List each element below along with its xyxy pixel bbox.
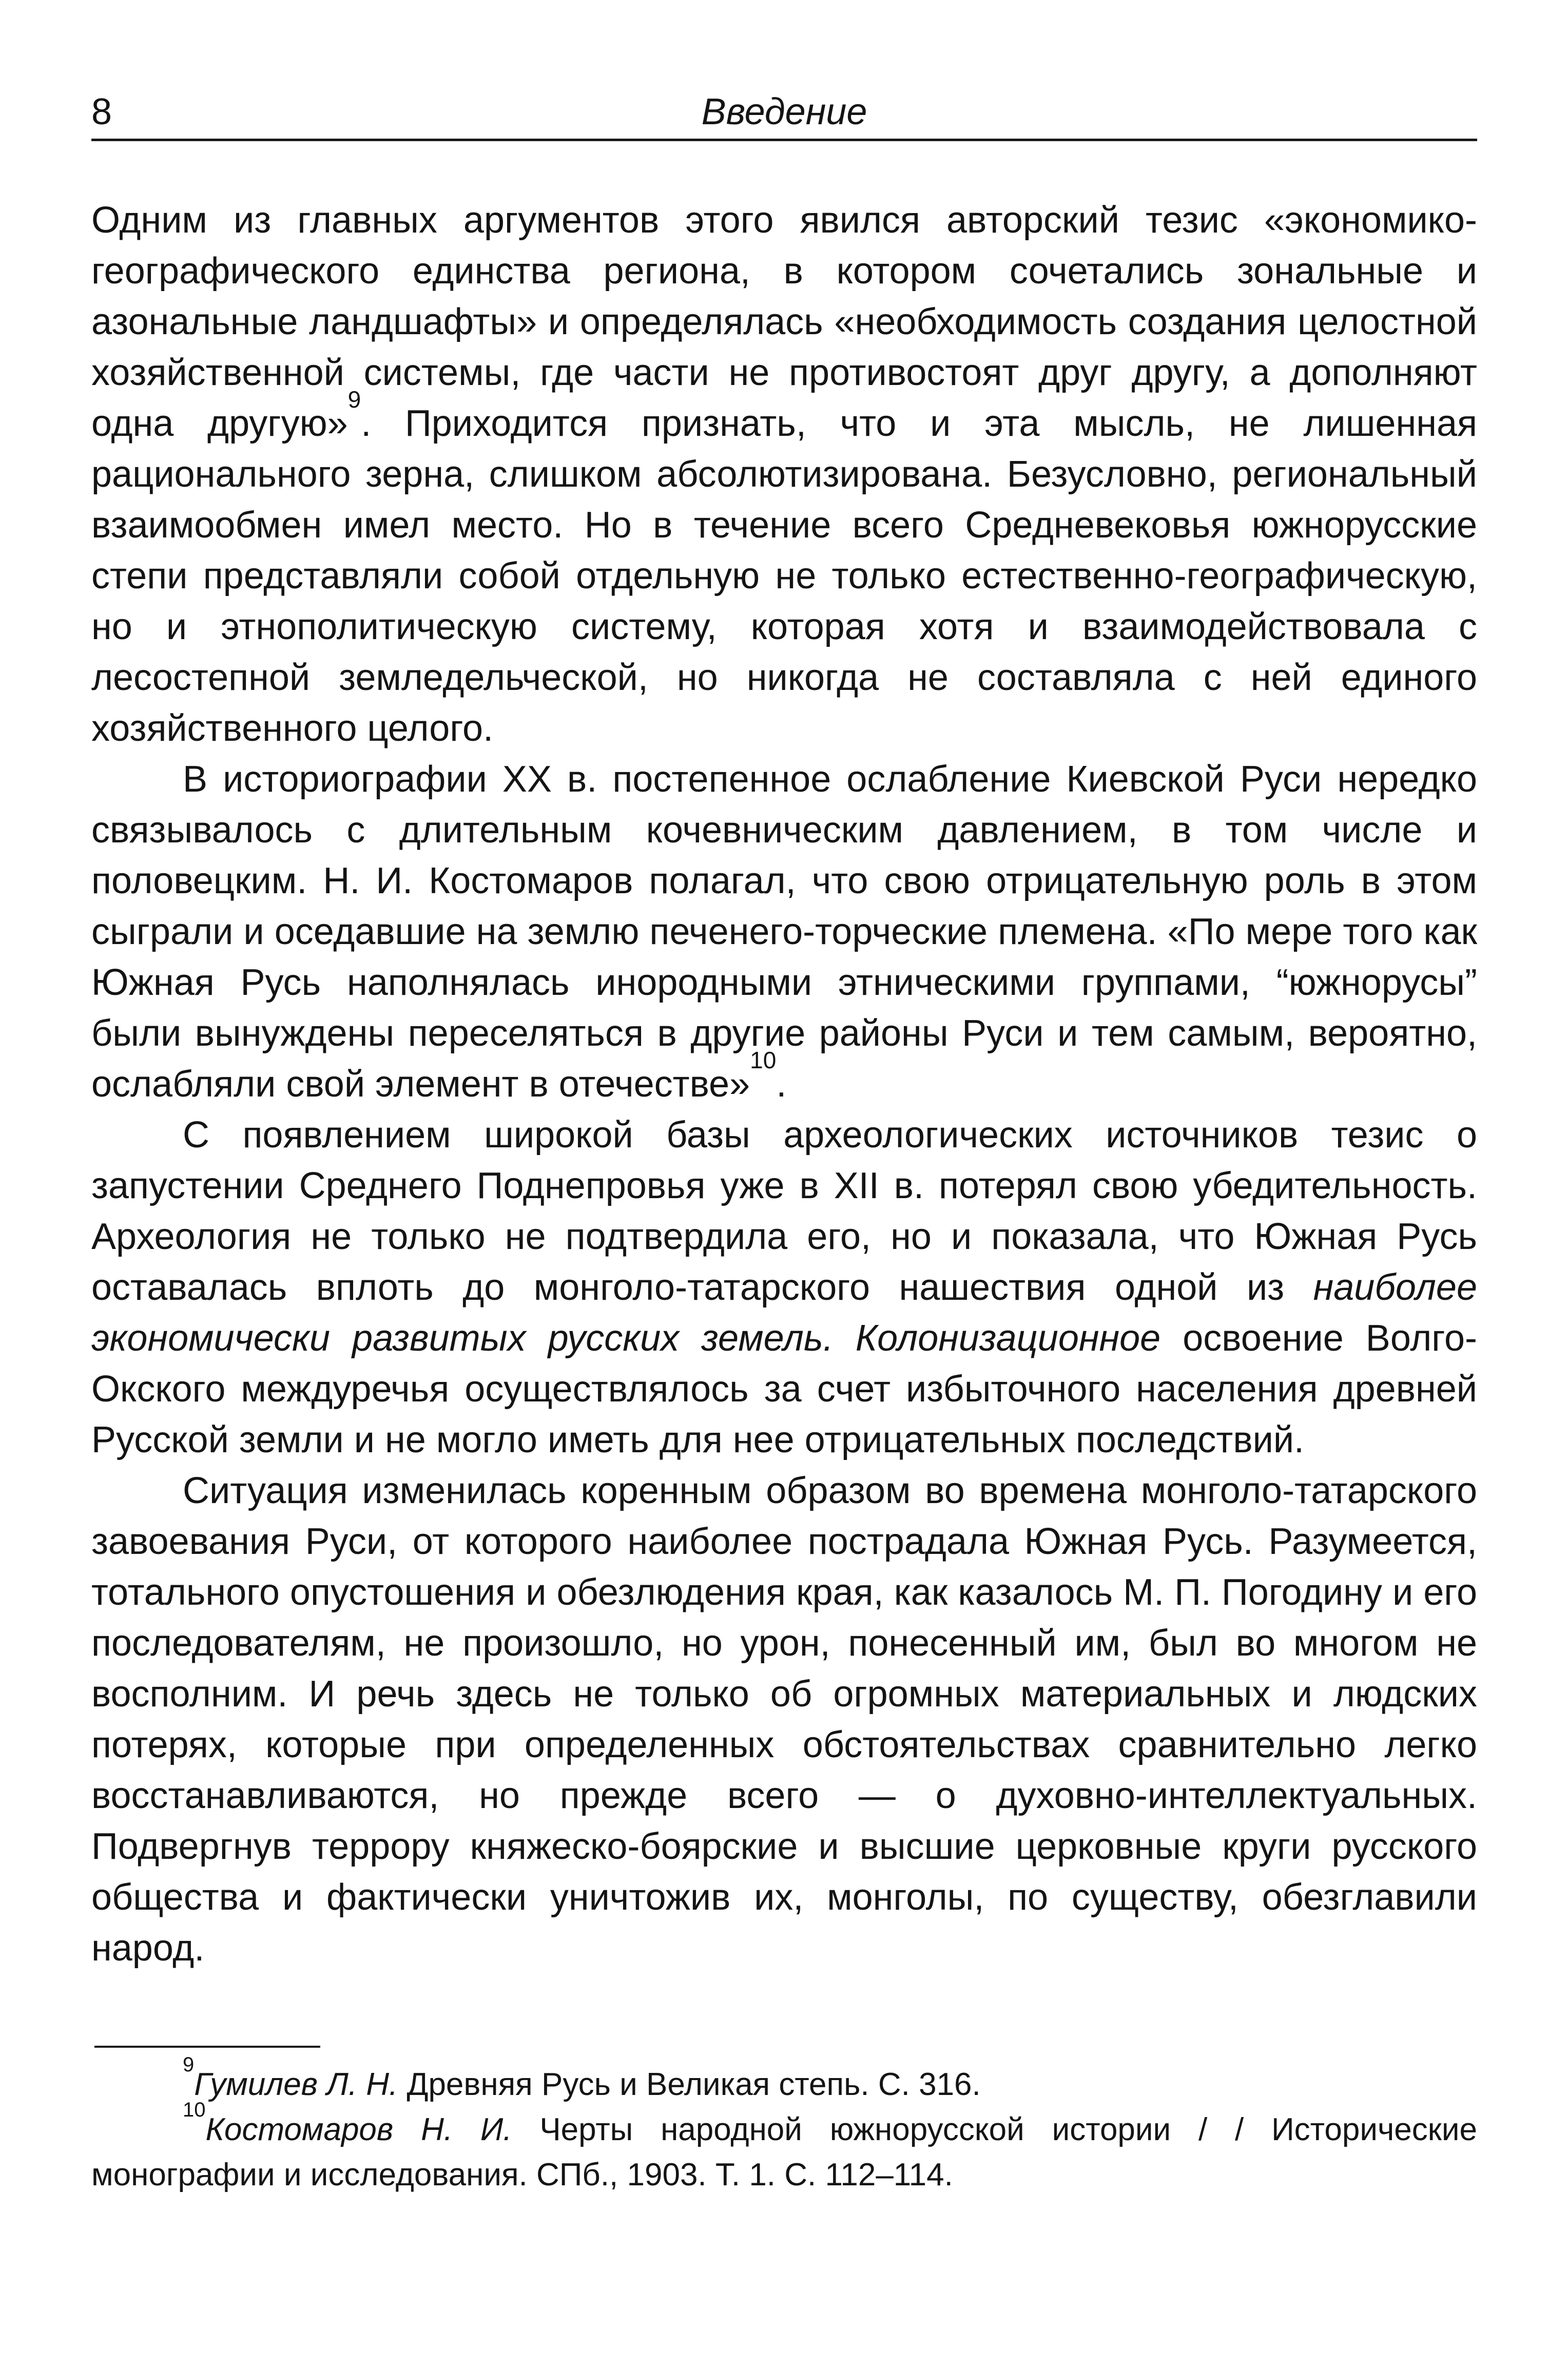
footnote-10 [91, 2099, 1477, 2198]
paragraph-4-text: Ситуация изменилась коренным образом во времена монголо-татарского завоевания Руси, от которого наиболее пострадала Южная Русь. Разумеется, тотального опустошения и обезлюдения края, как казалось М. П. Погодину и его последователям, не произошло, но урон, понесенный им, был во многом не восполним. И речь здесь не только об огромных материальных и людских потерях, которые при определенных обстоятельствах сравнительно легко восстанавливаются, но прежде всего — о духовно-интеллектуальных. Подвергнув террору княжеско-боярские и высшие церковные круги русского общества и фактически уничтожив их, монголы, по существу, обезглавили народ. [91, 1470, 1477, 1969]
paragraph-1 [91, 195, 1477, 754]
running-title: Введение [701, 91, 867, 132]
page-number: 8 [91, 91, 112, 132]
footnotes [91, 2053, 1477, 2198]
paragraph-3 [91, 1110, 1477, 1466]
footnote-9 [91, 2053, 1477, 2107]
paragraph-3-italic: наиболее экономически развитых русских земель. Колонизационное [91, 1267, 1477, 1359]
paragraph-4 [91, 1466, 1477, 1974]
body-text [91, 195, 1477, 1974]
footnote-mark: 10 [183, 2099, 206, 2122]
paragraph-2 [91, 754, 1477, 1110]
footnote-text: Древняя Русь и Великая степь. С. 316. [398, 2067, 981, 2102]
book-page [91, 87, 1477, 2198]
paragraph-3-text-a: С появлением широкой базы археологических источников тезис о запустении Среднего Поднепровья уже в XII в. потерял свою убедительность. Археология не только не подтвердила его, но и показала, что Южная Русь оставалась вплоть до монголо-татарского нашествия одной из [91, 1114, 1477, 1308]
paragraph-1-tail: . Приходится признать, что и эта мысль, не лишенная рационального зерна, слишком абсолютизирована. Безусловно, региональный взаимообмен имел место. Но в течение всего Средневековья южнорусские степи представляли собой отдельную не только естественно-географическую, но и этнополитическую систему, которая хотя и взаимодействовала с лесостепной земледельческой, но никогда не составляла с ней единого хозяйственного целого. [91, 403, 1477, 749]
footnote-ref-10[interactable]: 10 [750, 1047, 777, 1073]
paragraph-2-text: В историографии XX в. постепенное ослабление Киевской Руси нередко связывалось с длительным кочевническим давлением, в том числе и половецким. Н. И. Костомаров полагал, что свою отрицательную роль в этом сыграли и оседавшие на землю печенего-торческие племена. «По мере того как Южная Русь наполнялась инородными этническими группами, “южнорусы” были вынуждены переселяться в другие районы Руси и тем самым, вероятно, ослабляли свой элемент в отечестве» [91, 759, 1477, 1105]
paragraph-1-text: Одним из главных аргументов этого явился авторский тезис «экономико-географического единства региона, в котором сочетались зональные и азональные ландшафты» и определялась «необходимость создания целостной хозяйственной системы, где части не противостоят друг другу, а дополняют одна другую» [91, 200, 1477, 444]
running-head [91, 87, 1477, 141]
footnote-ref-9[interactable]: 9 [347, 386, 361, 413]
footnote-mark: 9 [183, 2053, 195, 2076]
footnote-text: Черты народной южнорусской истории / / Исторические монографии и исследования. СПб., 1903. Т. 1. С. 112–114. [91, 2112, 1477, 2193]
footnote-author: Гумилев Л. Н. [194, 2067, 398, 2102]
paragraph-2-tail: . [776, 1064, 787, 1105]
paragraph-3-text-b: освоение Волго-Окского междуречья осуществлялось за счет избыточного населения древней Русской земли и не могло иметь для нее отрицательных последствий. [91, 1318, 1478, 1460]
footnote-divider [94, 2046, 320, 2048]
footnote-author: Костомаров Н. И. [205, 2112, 512, 2147]
